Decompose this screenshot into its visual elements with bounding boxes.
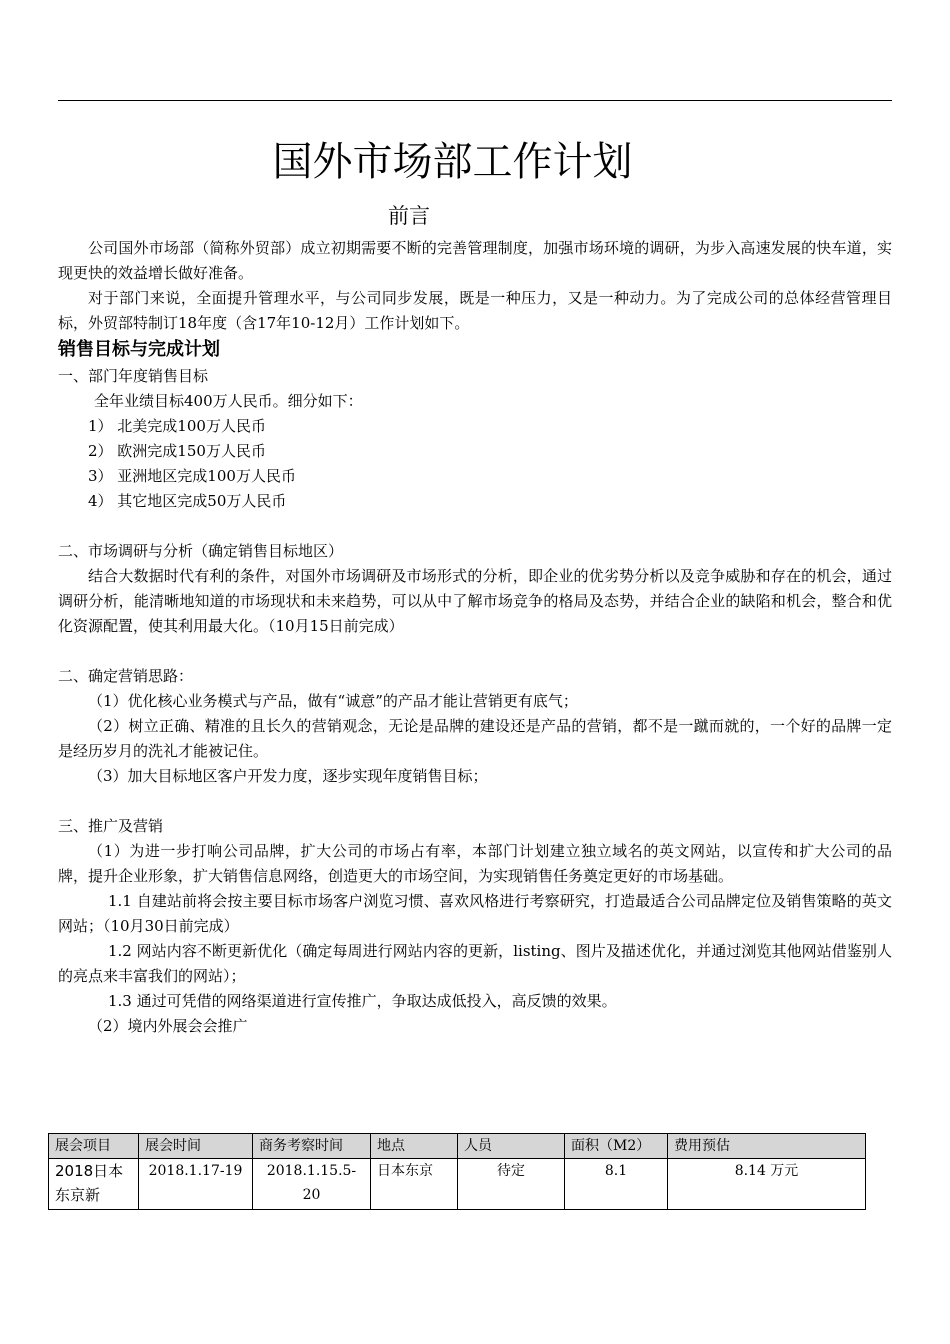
header-rule — [58, 100, 892, 101]
table-cell: 8.14 万元 — [668, 1159, 866, 1210]
s3-item: （1）优化核心业务模式与产品，做有“诚意”的产品才能让营销更有底气； — [88, 692, 578, 710]
table-header-cell: 展会时间 — [139, 1134, 253, 1159]
table-cell: 2018日本东京新 — [49, 1159, 139, 1210]
page-title: 国外市场部工作计划 — [272, 139, 633, 185]
s3-heading: 二、确定营销思路： — [58, 667, 194, 685]
intro-paragraph-2: 对于部门来说，全面提升管理水平，与公司同步发展，既是一种压力，又是一种动力。为了完成公司的总体经营管理目标，外贸部特制订18年度（含17年10-12月）工作计划如下。 — [58, 289, 892, 332]
section-heading: 销售目标与完成计划 — [58, 339, 220, 360]
s4-paragraph-2: （2）境内外展会会推广 — [88, 1017, 248, 1035]
table-cell: 2018.1.17-19 — [139, 1159, 253, 1210]
s1-item: 3） 亚洲地区完成100万人民币 — [88, 467, 296, 485]
s4-heading: 三、推广及营销 — [58, 817, 164, 835]
s4-sub-1: 1.1 自建站前将会按主要目标市场客户浏览习惯、喜欢风格进行考察研究，打造最适合公司品牌定位及销售策略的英文网站；（10月30日前完成） — [58, 892, 892, 935]
table-row — [49, 1159, 866, 1210]
s4-paragraph-1: （1）为进一步打响公司品牌，扩大公司的市场占有率，本部门计划建立独立域名的英文网站，以宣传和扩大公司的品牌，提升企业形象，扩大销售信息网络，创造更大的市场空间，为实现销售任务奠定更好的市场基础。 — [58, 842, 892, 885]
document-body — [58, 236, 892, 1039]
table-cell: 8.1 — [565, 1159, 668, 1210]
s2-paragraph: 结合大数据时代有利的条件，对国外市场调研及市场形式的分析，即企业的优劣势分析以及竞争威胁和存在的机会，通过调研分析，能清晰地知道的市场现状和未来趋势，可以从中了解市场竞争的格局及态势，并结合企业的缺陷和机会，整合和优化资源配置，使其利用最大化。（10月15日前完成） — [58, 567, 892, 635]
table-header-cell: 商务考察时间 — [253, 1134, 371, 1159]
s1-item: 1） 北美完成100万人民币 — [88, 417, 266, 435]
s1-item: 2） 欧洲完成150万人民币 — [88, 442, 266, 460]
table-header-cell: 人员 — [458, 1134, 565, 1159]
table-header-cell: 费用预估 — [668, 1134, 866, 1159]
s1-summary: 全年业绩目标400万人民币。细分如下： — [94, 392, 363, 410]
exhibition-table — [48, 1133, 866, 1210]
table-header-row — [49, 1134, 866, 1159]
intro-paragraph-1: 公司国外市场部（简称外贸部）成立初期需要不断的完善管理制度，加强市场环境的调研，为步入高速发展的快车道，实现更快的效益增长做好准备。 — [58, 239, 892, 282]
s1-heading: 一、部门年度销售目标 — [58, 367, 209, 385]
s4-sub-2: 1.2 网站内容不断更新优化（确定每周进行网站内容的更新，listing、图片及描述优化，并通过浏览其他网站借鉴别人的亮点来丰富我们的网站）； — [58, 942, 892, 985]
table-header-cell: 展会项目 — [49, 1134, 139, 1159]
s2-heading: 二、市场调研与分析（确定销售目标地区） — [58, 542, 344, 560]
table-cell: 日本东京 — [371, 1159, 458, 1210]
table-header-cell: 面积（M2） — [565, 1134, 668, 1159]
table-cell: 2018.1.15.5-20 — [253, 1159, 371, 1210]
s3-item: （2）树立正确、精准的且长久的营销观念，无论是品牌的建设还是产品的营销，都不是一蹴而就的，一个好的品牌一定是经历岁月的洗礼才能被记住。 — [58, 717, 892, 760]
s3-item: （3）加大目标地区客户开发力度，逐步实现年度销售目标； — [88, 767, 488, 785]
table-cell: 待定 — [458, 1159, 565, 1210]
s1-item: 4） 其它地区完成50万人民币 — [88, 492, 287, 510]
table-header-cell: 地点 — [371, 1134, 458, 1159]
s4-sub-3: 1.3 通过可凭借的网络渠道进行宣传推广，争取达成低投入，高反馈的效果。 — [108, 992, 617, 1010]
preface-heading: 前言 — [388, 204, 430, 228]
